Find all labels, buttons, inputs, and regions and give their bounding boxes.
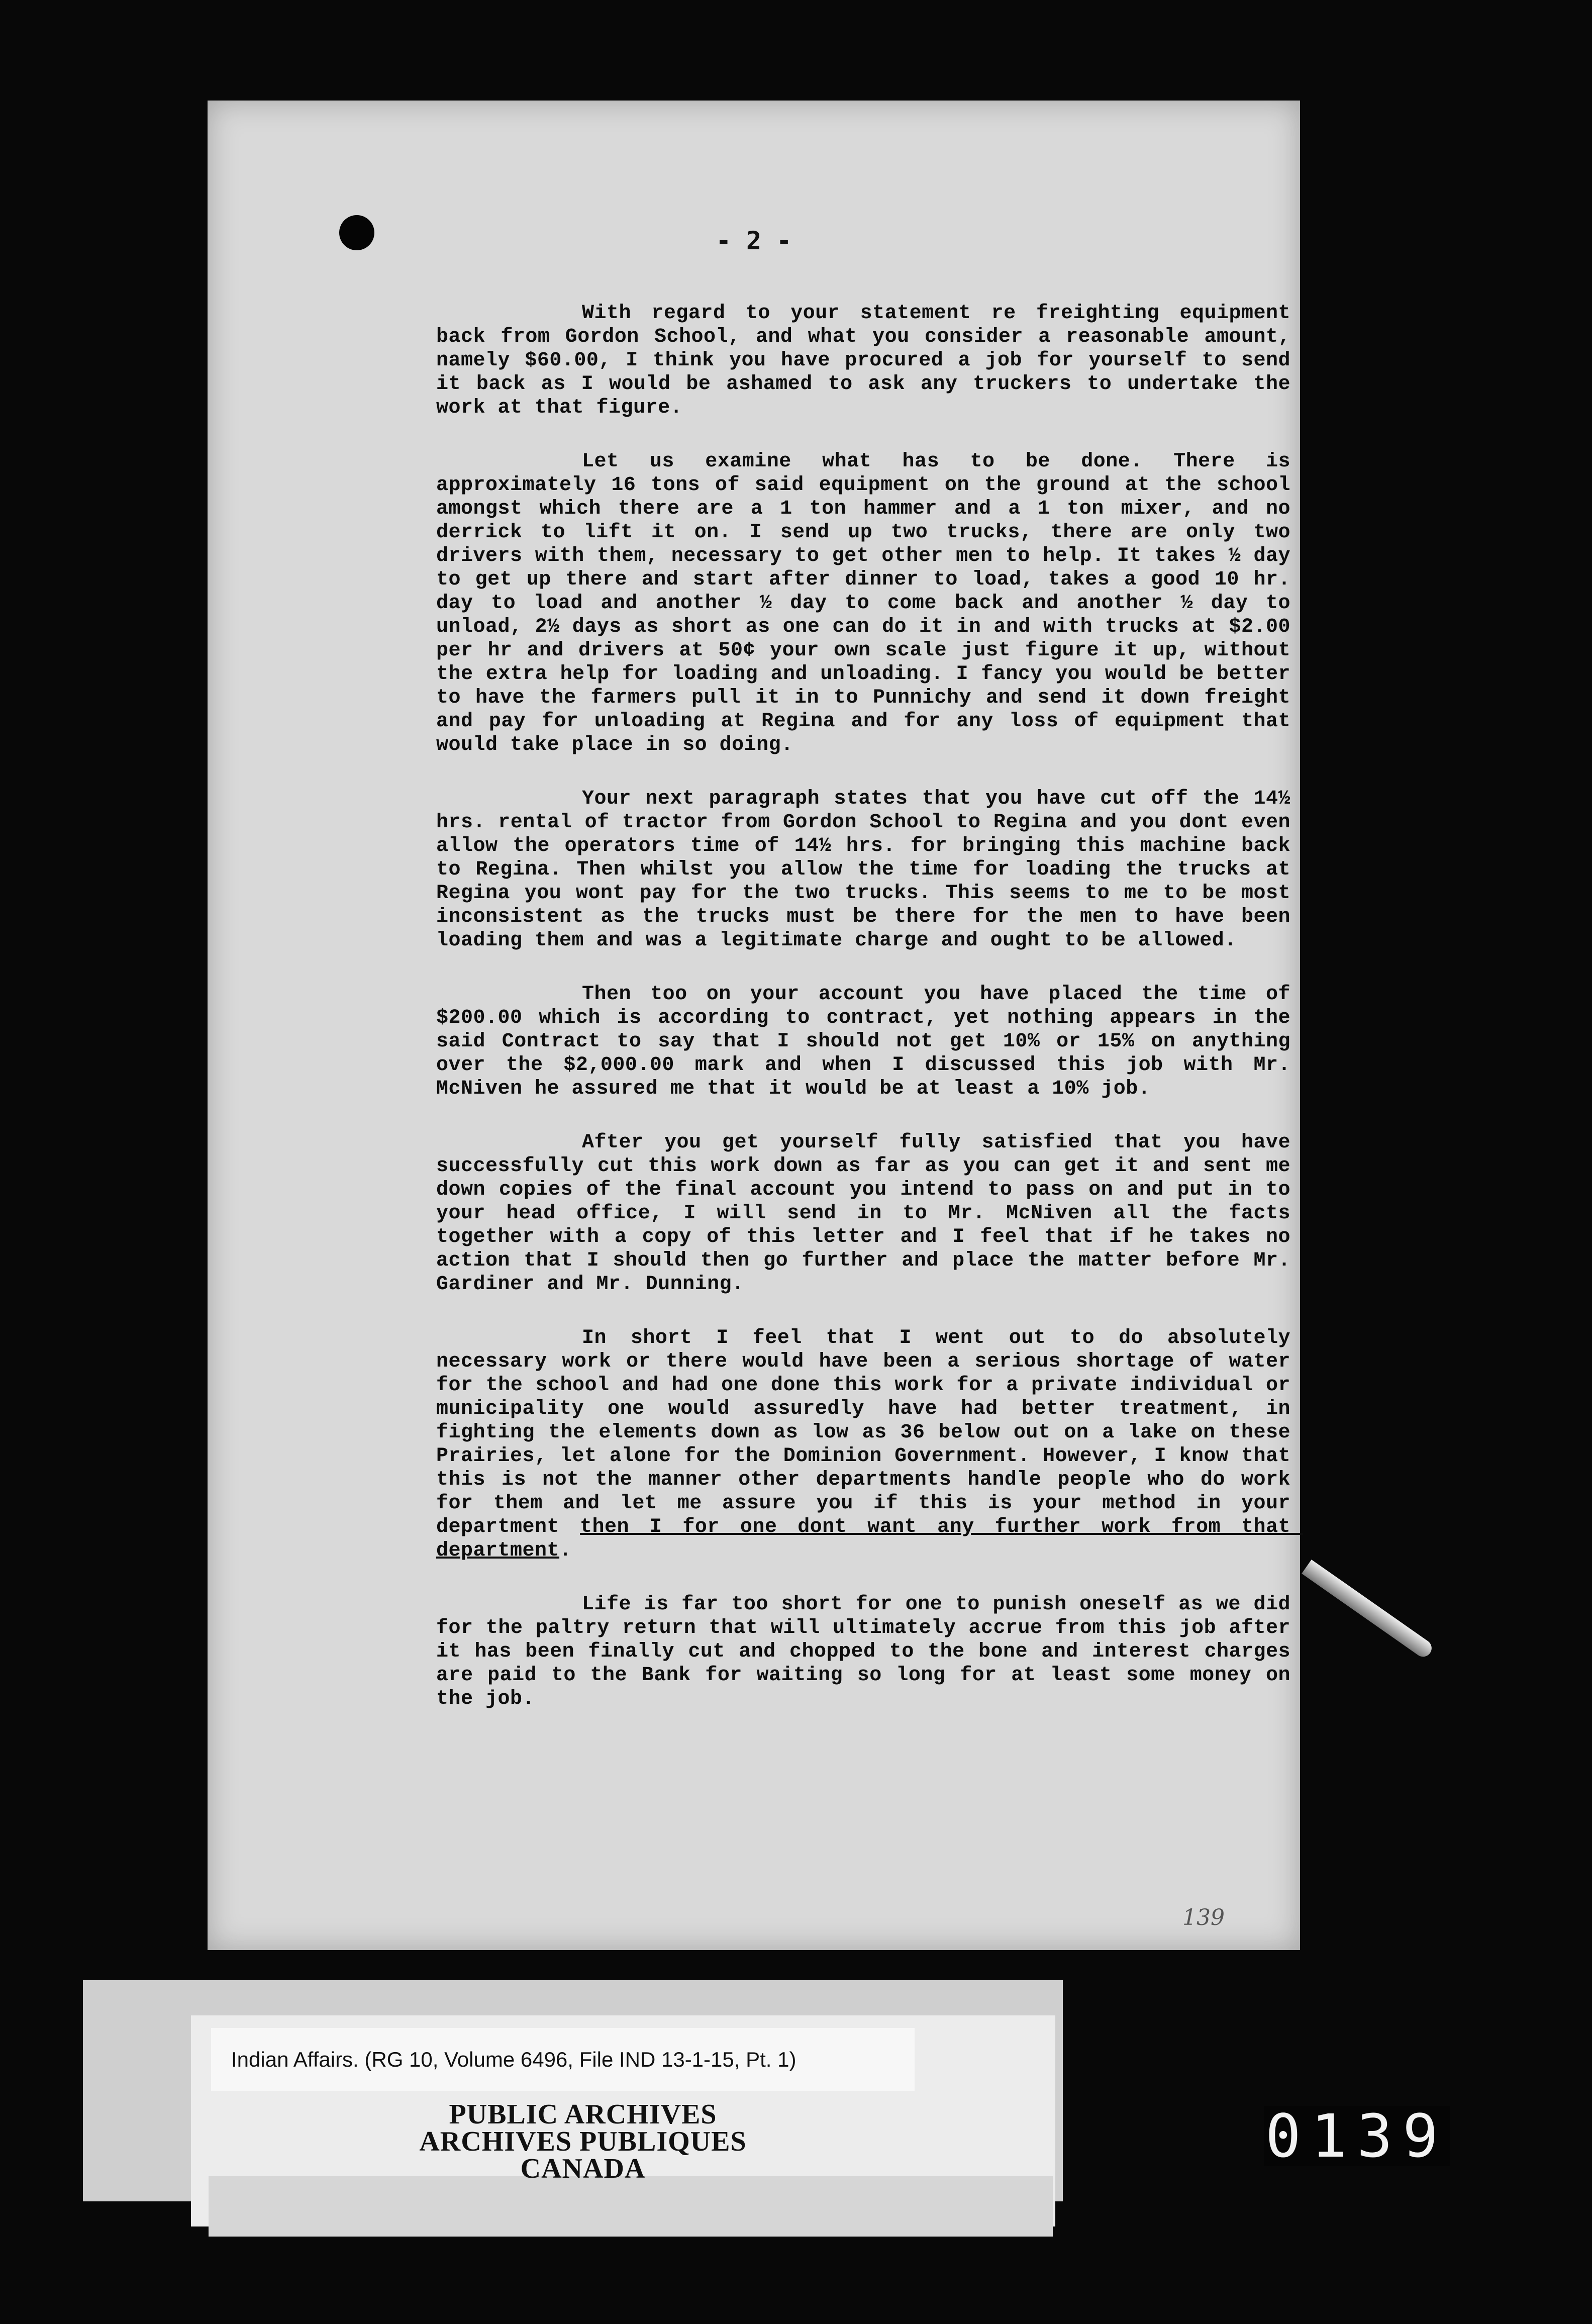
paragraph-6 <box>436 1326 1303 1563</box>
paragraph-3: Your next paragraph states that you have cut off the 14½ hrs. rental of tractor from Gordon School to Regina and you dont even allow the operators time of 14½ hrs. for bringing this machine back to Regina. Then whilst you allow the time for loading the trucks at Regina you wont pay for the two trucks. This seems to me to be most inconsistent as the trucks must be there for the men to have been loading them and was a legitimate charge and ought to be allowed. <box>436 788 1303 952</box>
archive-stamp-line-2: ARCHIVES PUBLIQUES <box>419 2126 747 2157</box>
punch-hole <box>339 215 374 250</box>
handwritten-folio-number: 139 <box>1182 1905 1225 1930</box>
page-number: - 2 - <box>716 226 792 255</box>
archive-stamp <box>392 2101 774 2182</box>
document-page <box>208 101 1303 1950</box>
paragraph-5: After you get yourself fully satisfied that you have successfully cut this work down as far as you can get it and sent me down copies of the final account you intend to pass on and put in to your head office, I will send in to Mr. McNiven all the facts together with a copy of this letter and I feel that if he takes no action that I should then go further and place the matter before Mr. Gardiner and Mr. Dunning. <box>436 1131 1303 1296</box>
archive-label-bottom-strip <box>209 2176 1053 2237</box>
paragraph-6-underlined-text: then I for one dont want any further work from that department <box>436 1516 1303 1562</box>
archive-stamp-line-3: CANADA <box>520 2153 646 2184</box>
frame-number: 0139 <box>1264 2106 1450 2166</box>
letter-body <box>436 302 1303 1741</box>
paragraph-4: Then too on your account you have placed the time of $200.00 which is according to contract, yet nothing appears in the said Contract to say that I should not get 10% or 15% on anything over the $2,000.00 mark and when I discussed this job with Mr. McNiven he assured me that it would be at least a 10% job. <box>436 983 1303 1100</box>
paragraph-6-end: . <box>559 1539 572 1562</box>
archive-citation: Indian Affairs. (RG 10, Volume 6496, File IND 13-1-15, Pt. 1) <box>211 2028 915 2091</box>
paragraph-2: Let us examine what has to be done. There is approximately 16 tons of said equipment on the ground at the school amongst which there are a 1 ton hammer and a 1 ton mixer, and no derrick to lift it on. I send up two trucks, there are only two drivers with them, necessary to get other men to help. It takes ½ day to get up there and start after dinner to load, takes a good 10 hr. day to load and another ½ day to come back and another ½ day to unload, 2½ days as short as one can do it in and with trucks at $2.00 per hr and drivers at 50¢ your own scale just figure it up, without the extra help for loading and unloading. I fancy you would be better to have the farmers pull it in to Punnichy and send it down freight and pay for unloading at Regina and for any loss of equipment that would take place in so doing. <box>436 450 1303 756</box>
paragraph-7: Life is far too short for one to punish oneself as we did for the paltry return that will ultimately accrue from this job after it has been finally cut and chopped to the bone and interest charges are paid to the Bank for waiting so long for at least some money on the job. <box>436 1593 1303 1710</box>
paragraph-6-text: In short I feel that I went out to do absolutely necessary work or there would have been a serious shortage of water for the school and had one done this work for a private individual or municipality one would assuredly have had better treatment, in fighting the elements down as low as 36 below out on a lake on these Prairies, let alone for the Dominion Government. However, I know that this is not the manner other departments handle people who do work for them and let me assure you if this is your method in your department <box>436 1327 1303 1538</box>
paragraph-1: With regard to your statement re freighting equipment back from Gordon School, and what you consider a reasonable amount, namely $60.00, I think you have procured a job for yourself to send it back as I would be ashamed to ask any truckers to undertake the work at that figure. <box>436 302 1303 419</box>
archive-stamp-line-1: PUBLIC ARCHIVES <box>449 2099 717 2130</box>
pen-tip-pointer <box>1302 1560 1435 1660</box>
